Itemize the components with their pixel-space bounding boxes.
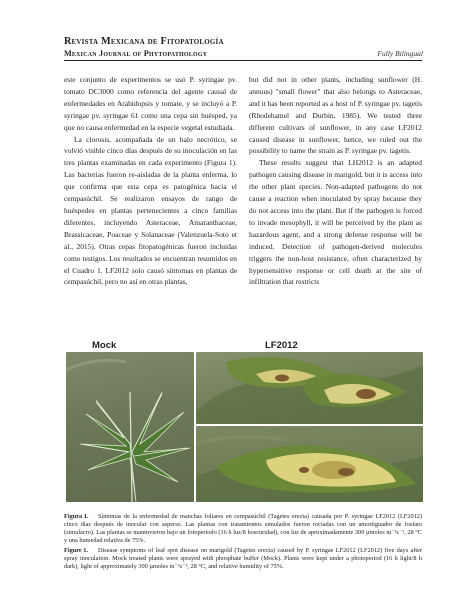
- mock-leaf-photo: [66, 352, 194, 502]
- left-paragraph-2: La clorosis, acompañada de un halo necrótico, se volvió visible cinco días después de su inoculación en las tres plantas examinadas en cada experimento (Figura 1). Las bacterias fueron re-aisladas de la planta enferma, lo que confirma que esta cepa es patogénica hacia el cempasúchil. Se realizaron ensayos de rango de huéspedes en plantas pertenecientes a cinco familias diferentes, incluyendo Asteraceae, Amaranthaceae, Brassicaceae, Poaceae y Solanaceae (Valenzuela-Soto et al., 2015). Otras cepas fitopatogénicas fueron incluidas como testigos. Los resultados se encuentran resumidos en el Cuadro 1. LF2012 solo causó síntomas en plantas de cempasúchil, pero no así en otras plantas,: [64, 134, 237, 287]
- left-paragraph-1: este conjunto de experimentos se usó P. syringae pv. tomato DC3000 como referencia del agente causal de enfermedades en Arabidopsis y tomate, y se incluyó a P. syringae pv. syringae 61 como una cepa sin huésped, ya que no causa enfermedad en la especie vegetal estudiada.: [64, 75, 237, 132]
- journal-title: Revista Mexicana de Fitopatología: [64, 36, 224, 47]
- mock-leaf-illustration: [66, 352, 194, 502]
- lf2012-leaf-photo-bottom: [196, 426, 423, 502]
- lf2012-leaf-bottom-illustration: [196, 426, 423, 502]
- caption-es-text: Síntomas de la enfermedad de manchas foliares en cempasúchil (Tagetes erecta) causada por P. syringae LF2012 (LF2012) cinco días después de inocular con asperso. Las plantas con tratamientos simulados fueron rociadas con un amortiguador de fosfato (simulacro). Las plantas se mantuvieron bajo un fotoperiodo (16 h luz/8 hoscuridad), con luz de aproximadamente 300 µmoles m⁻²s⁻¹, 28 °C y una humedad relativa de 75%.: [64, 513, 422, 545]
- journal-subtitle: Mexican Journal of Phytopathology: [64, 49, 208, 58]
- caption-en-text: Disease symptoms of leaf spot disease on marigold (Tagetes erecta) caused by P. syringae LF2012 (LF2012) five days after spray inoculation. Mock treated plants were sprayed with phosphate buffer (Mock). Plants were kept under a photoperiod (16 h light/8 h dark), light of approximately 300 µmoles m⁻²s⁻¹, 28 °C, and relative humidity of 75%.: [64, 547, 422, 571]
- header-divider: [64, 60, 422, 61]
- figure-caption-spanish: [64, 513, 422, 545]
- figure-label-lf2012: LF2012: [265, 340, 298, 351]
- caption-en-number: Figure 1.: [64, 547, 89, 554]
- figure-label-mock: Mock: [92, 340, 117, 351]
- figure-caption-english: [64, 547, 422, 571]
- caption-es-number: Figura 1.: [64, 513, 89, 520]
- lf2012-leaf-photo-top: [196, 352, 423, 424]
- right-paragraph-2: These results suggest that LH2012 is an adapted pathogen causing disease in marigold, but it is access into the other plant species. Non-adapted pathogens do not cause a reaction when inoculated by spray because they do not access into the plant. But if the pathogen is forced to invade mesophyll, it will be perceived by the plant as hazardous agent, and a strong defense response will be induced. Detection of pathogen-derived molecules triggers the non-host resistance, often characterized by hypersensitive response or cell death at the site of infiltration that restricts: [249, 158, 422, 287]
- lf2012-leaf-top-illustration: [196, 352, 423, 424]
- right-text-column: [249, 74, 422, 288]
- right-paragraph-1: but did not in other plants, including sunflower (H. annuus) "small flower" that also belongs to Asteraceae, and it has been reported as a host of P. syringae pv. tagetis (Rhodehamel and Durbin, 1985). We tested three different cultivars of sunflower, in any case LF2012 caused disease in sunflower, hence, we ruled out the possibility to name the strain as P. syringae pv. tagetis.: [249, 75, 422, 156]
- left-text-column: [64, 74, 237, 288]
- edition-tag: Fully Bilingual: [377, 49, 423, 58]
